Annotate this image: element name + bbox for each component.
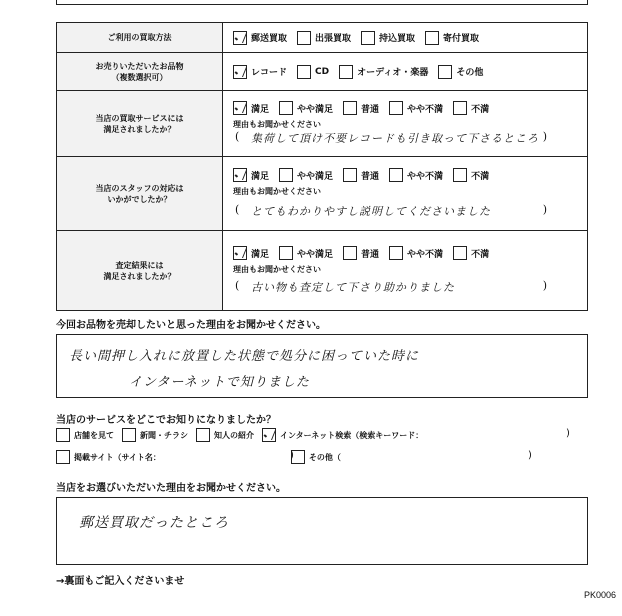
checkbox-checked[interactable]	[233, 168, 247, 182]
question-purchase-method: ご利用の買取方法	[57, 23, 223, 53]
option-cd[interactable]: CD	[297, 65, 329, 79]
checkbox[interactable]	[343, 168, 357, 182]
handwritten-reason: 集荷して頂け不要レコードも引き取って下さるところ	[251, 132, 539, 145]
checkbox[interactable]	[196, 428, 210, 442]
checkbox[interactable]	[279, 101, 293, 115]
reason-label: 理由もお聞かせください	[233, 265, 321, 274]
close-paren: )	[566, 428, 570, 439]
option-dissatisfied[interactable]: 不満	[453, 168, 489, 182]
option-neutral[interactable]: 普通	[343, 246, 379, 260]
handwritten-choose-reason: 郵送買取だったところ	[79, 515, 229, 531]
checkbox[interactable]	[343, 101, 357, 115]
checkbox-checked[interactable]	[233, 101, 247, 115]
option-somewhat-dissatisfied[interactable]: やや不満	[389, 246, 443, 260]
row-purchase-method	[57, 23, 588, 53]
checkbox[interactable]	[297, 31, 311, 45]
checkbox[interactable]	[343, 246, 357, 260]
choose-reason-title: 当店をお選びいただいた理由をお聞かせください。	[56, 483, 286, 494]
reason-label: 理由もお聞かせください	[233, 187, 321, 196]
handwritten-reason: とてもわかりやすし説明してくださいました	[251, 205, 491, 218]
choose-reason-box[interactable]	[56, 497, 588, 565]
checkbox[interactable]	[56, 450, 70, 464]
checkbox[interactable]	[389, 101, 403, 115]
option-record[interactable]: レコード	[233, 65, 287, 79]
option-somewhat-satisfied[interactable]: やや満足	[279, 246, 333, 260]
option-neutral[interactable]: 普通	[343, 101, 379, 115]
question-purchase-satisfaction: 当店の買取サービスには 満足されましたか？	[57, 91, 223, 157]
option-newspaper-flyer[interactable]: 新聞・チラシ	[122, 428, 188, 442]
options-items-sold	[233, 65, 587, 79]
option-listing-site[interactable]: 掲載サイト（サイト名：	[56, 450, 161, 464]
option-dissatisfied[interactable]: 不満	[453, 246, 489, 260]
checkbox-checked[interactable]	[262, 428, 276, 442]
footer-note: →裏面もご記入くださいませ	[56, 576, 185, 587]
option-somewhat-satisfied[interactable]: やや満足	[279, 101, 333, 115]
close-paren: )	[290, 450, 294, 461]
option-mail-purchase[interactable]: 郵送買取	[233, 31, 287, 45]
options-purchase-satisfaction	[233, 101, 587, 115]
checkbox[interactable]	[389, 246, 403, 260]
checkbox[interactable]	[361, 31, 375, 45]
option-somewhat-dissatisfied[interactable]: やや不満	[389, 168, 443, 182]
checkbox[interactable]	[297, 65, 311, 79]
question-items-sold: お売りいただいたお品物 （複数選択可）	[57, 53, 223, 91]
option-saw-store[interactable]: 店舗を見て	[56, 428, 114, 442]
form-code: PK0006	[583, 590, 616, 600]
checkbox-checked[interactable]	[233, 65, 247, 79]
reason-label: 理由もお聞かせください	[233, 120, 321, 129]
row-items-sold	[57, 53, 588, 91]
option-store-purchase[interactable]: 持込買取	[361, 31, 415, 45]
option-satisfied[interactable]: 満足	[233, 101, 269, 115]
row-appraisal-satisfaction	[57, 231, 588, 311]
checkbox[interactable]	[122, 428, 136, 442]
options-purchase-method	[233, 31, 587, 45]
reason-field[interactable]: ( 集荷して頂け不要レコードも引き取って下さるところ )	[235, 130, 547, 145]
checkbox-checked[interactable]	[233, 31, 247, 45]
source-title: 当店のサービスをどこでお知りになりましたか？	[56, 415, 276, 426]
sell-reason-box[interactable]	[56, 334, 588, 398]
option-satisfied[interactable]: 満足	[233, 168, 269, 182]
checkbox[interactable]	[453, 168, 467, 182]
checkbox[interactable]	[389, 168, 403, 182]
checkbox-checked[interactable]	[233, 246, 247, 260]
survey-table	[56, 22, 588, 311]
options-staff-satisfaction	[233, 168, 587, 182]
option-somewhat-dissatisfied[interactable]: やや不満	[389, 101, 443, 115]
checkbox[interactable]	[453, 101, 467, 115]
handwritten-sell-reason-line2: インターネットで知りました	[129, 375, 310, 390]
source-options-row2	[56, 450, 349, 464]
reason-field[interactable]: ( 古い物も査定して下さり助かりました )	[235, 279, 547, 294]
question-staff-satisfaction: 当店のスタッフの対応は いかがでしたか？	[57, 157, 223, 231]
option-other[interactable]: その他（	[291, 450, 341, 464]
checkbox[interactable]	[453, 246, 467, 260]
option-referral[interactable]: 知人の紹介	[196, 428, 254, 442]
row-purchase-satisfaction	[57, 91, 588, 157]
option-somewhat-satisfied[interactable]: やや満足	[279, 168, 333, 182]
top-table-edge	[56, 0, 588, 5]
question-appraisal-satisfaction: 査定結果には 満足されましたか？	[57, 231, 223, 311]
row-staff-satisfaction	[57, 157, 588, 231]
checkbox[interactable]	[279, 246, 293, 260]
close-paren: )	[528, 450, 532, 461]
handwritten-reason: 古い物も査定して下さり助かりました	[251, 281, 455, 294]
source-options-row1	[56, 428, 431, 442]
option-internet-search[interactable]: インターネット検索（検索キーワード：	[262, 428, 423, 442]
option-donation-purchase[interactable]: 寄付買取	[425, 31, 479, 45]
handwritten-sell-reason-line1: 長い間押し入れに放置した状態で処分に困っていた時に	[69, 349, 420, 364]
option-satisfied[interactable]: 満足	[233, 246, 269, 260]
checkbox[interactable]	[425, 31, 439, 45]
options-appraisal-satisfaction	[233, 246, 587, 260]
checkbox[interactable]	[438, 65, 452, 79]
checkbox[interactable]	[279, 168, 293, 182]
checkbox[interactable]	[56, 428, 70, 442]
sell-reason-title: 今回お品物を売却したいと思った理由をお聞かせください。	[56, 320, 326, 331]
option-neutral[interactable]: 普通	[343, 168, 379, 182]
option-audio-instrument[interactable]: オーディオ・楽器	[339, 65, 428, 79]
option-other[interactable]: その他	[438, 65, 483, 79]
option-visit-purchase[interactable]: 出張買取	[297, 31, 351, 45]
checkbox[interactable]	[339, 65, 353, 79]
option-dissatisfied[interactable]: 不満	[453, 101, 489, 115]
reason-field[interactable]: ( とてもわかりやすし説明してくださいました )	[235, 203, 547, 218]
